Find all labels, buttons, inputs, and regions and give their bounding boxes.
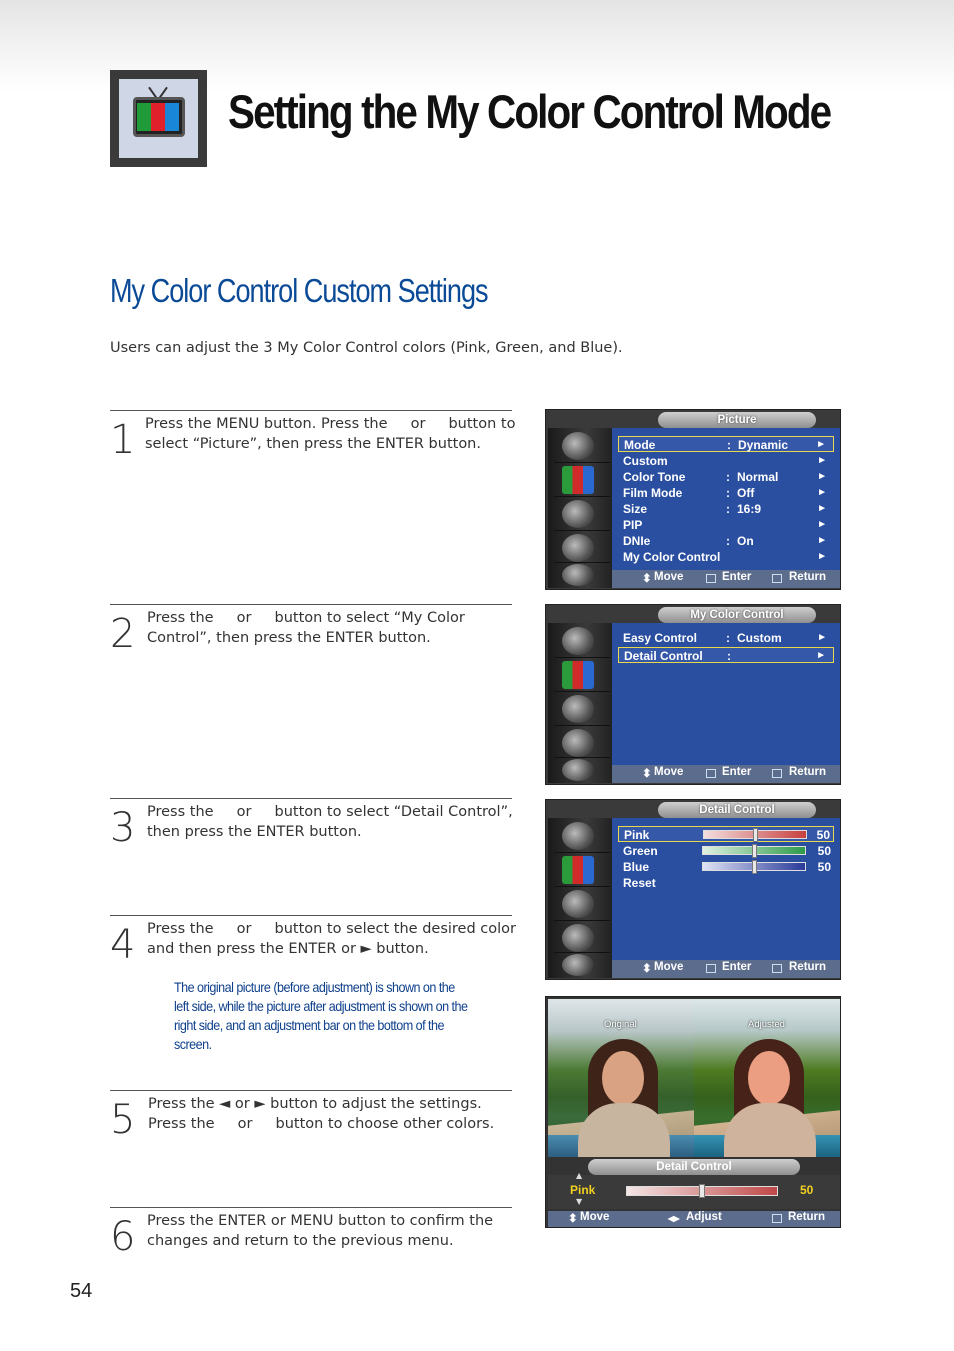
osd-side-icons: [548, 818, 612, 978]
osd-side-icons: [548, 623, 612, 783]
picture-icon: [562, 661, 594, 689]
color-row-green[interactable]: Green 50: [623, 844, 831, 858]
note-text: The original picture (before adjustment) is shown on the left side, while the picture after adjustment is shown on the right side, and an adjustment bar on the bottom of the screen.: [174, 979, 468, 1052]
updown-move-icon: ⬍: [568, 1213, 578, 1225]
setup-icon: [562, 564, 594, 586]
step-text: Press the or button to select “My Color Control”, then press the ENTER button.: [147, 610, 465, 646]
section-title: My Color Control Custom Settings: [110, 272, 488, 309]
page-number: 54: [70, 1280, 93, 1302]
step-number: 2: [110, 611, 136, 657]
osd-tab-title: Detail Control: [658, 802, 816, 818]
return-icon: [772, 1214, 782, 1223]
step-text: Press the or button to select the desired color and then press the ENTER or ► button.: [147, 921, 516, 957]
channel-icon: [562, 924, 594, 952]
step-text: Press the MENU button. Press the or button to select “Picture”, then press the ENTER button.: [145, 416, 516, 452]
adjusted-label: Adjusted: [748, 1019, 785, 1030]
picture-icon: [562, 466, 594, 494]
step-text: Press the ENTER or MENU button to confirm the changes and return to the previous menu.: [147, 1213, 494, 1249]
step-6: [110, 1207, 512, 1260]
step-number: 1: [110, 417, 136, 463]
down-arrow-icon: ▼: [576, 1197, 583, 1206]
menu-row-pip[interactable]: PIP ►: [623, 518, 827, 532]
menu-row-size[interactable]: Size : 16:9 ►: [623, 502, 827, 516]
return-icon: [772, 769, 782, 778]
up-arrow-icon: ▲: [576, 1171, 583, 1180]
color-row-blue[interactable]: Blue 50: [623, 860, 831, 874]
return-icon: [772, 964, 782, 973]
page-title: Setting the My Color Control Mode: [228, 85, 831, 138]
step-number: 3: [110, 805, 136, 851]
updown-move-icon: ⬍: [642, 768, 652, 780]
input-icon: [562, 627, 594, 655]
step-text: Press the ◄ or ► button to adjust the settings. Press the or button to choose other colors.: [148, 1096, 495, 1132]
adjust-bar-row: [548, 1171, 840, 1209]
osd-footer: ⬍ Move Enter Return: [612, 570, 840, 588]
leftright-adjust-icon: ◂▸: [668, 1213, 680, 1225]
adjust-value: 50: [800, 1183, 814, 1197]
sound-icon: [562, 695, 594, 723]
enter-icon: [706, 574, 716, 583]
menu-row-custom[interactable]: Custom ►: [623, 454, 827, 468]
step-1: [110, 410, 516, 463]
adjust-slider[interactable]: [626, 1186, 778, 1196]
menu-row-my-color-control[interactable]: My Color Control ►: [623, 550, 827, 564]
intro-text: Users can adjust the 3 My Color Control colors (Pink, Green, and Blue).: [110, 340, 623, 356]
input-icon: [562, 822, 594, 850]
step-2: [110, 604, 512, 657]
menu-row-film-mode[interactable]: Film Mode : Off ►: [623, 486, 827, 500]
osd-screen-picture: [545, 409, 841, 590]
updown-move-icon: ⬍: [642, 963, 652, 975]
osd-screen-detail-control: [545, 799, 841, 980]
step-5: [110, 1090, 512, 1143]
setup-icon: [562, 759, 594, 781]
original-label: Original: [604, 1019, 637, 1030]
channel-icon: [562, 534, 594, 562]
channel-icon: [562, 729, 594, 757]
color-row-pink[interactable]: Pink 50: [618, 826, 834, 842]
detail-control-tab: Detail Control: [588, 1159, 800, 1175]
sound-icon: [562, 500, 594, 528]
menu-row-detail-control[interactable]: Detail Control : ►: [618, 647, 834, 663]
menu-row-mode[interactable]: Mode : Dynamic ►: [618, 436, 834, 452]
menu-row-color-tone[interactable]: Color Tone : Normal ►: [623, 470, 827, 484]
slider-knob[interactable]: [699, 1184, 705, 1198]
step-3: [110, 798, 513, 851]
enter-icon: [706, 964, 716, 973]
setup-icon: [562, 954, 594, 976]
step-text: Press the or button to select “Detail Control”, then press the ENTER button.: [147, 804, 513, 840]
step-number: 4: [110, 922, 136, 968]
tv-color-icon: [110, 70, 207, 167]
osd-tab-title: My Color Control: [658, 607, 816, 623]
menu-row-dnie[interactable]: DNIe : On ►: [623, 534, 827, 548]
adjusted-photo: [694, 999, 840, 1157]
menu-row-easy-control[interactable]: Easy Control : Custom ►: [623, 631, 827, 645]
color-name: Pink: [570, 1183, 596, 1197]
enter-icon: [706, 769, 716, 778]
color-row-reset[interactable]: Reset: [623, 876, 656, 890]
osd-side-icons: [548, 428, 612, 588]
osd-screen-compare: [545, 996, 841, 1228]
osd-footer: ⬍ Move Enter Return: [612, 960, 840, 978]
updown-move-icon: ⬍: [642, 573, 652, 585]
step-4: [110, 915, 516, 968]
step-number: 6: [110, 1214, 136, 1260]
input-icon: [562, 432, 594, 460]
picture-icon: [562, 856, 594, 884]
osd-footer: ⬍ Move ◂▸ Adjust Return: [548, 1211, 840, 1227]
return-icon: [772, 574, 782, 583]
osd-tab-title: Picture: [658, 412, 816, 428]
step-number: 5: [110, 1097, 136, 1143]
original-photo: [548, 999, 694, 1157]
sound-icon: [562, 890, 594, 918]
osd-footer: ⬍ Move Enter Return: [612, 765, 840, 783]
osd-screen-my-color-control: [545, 604, 841, 785]
